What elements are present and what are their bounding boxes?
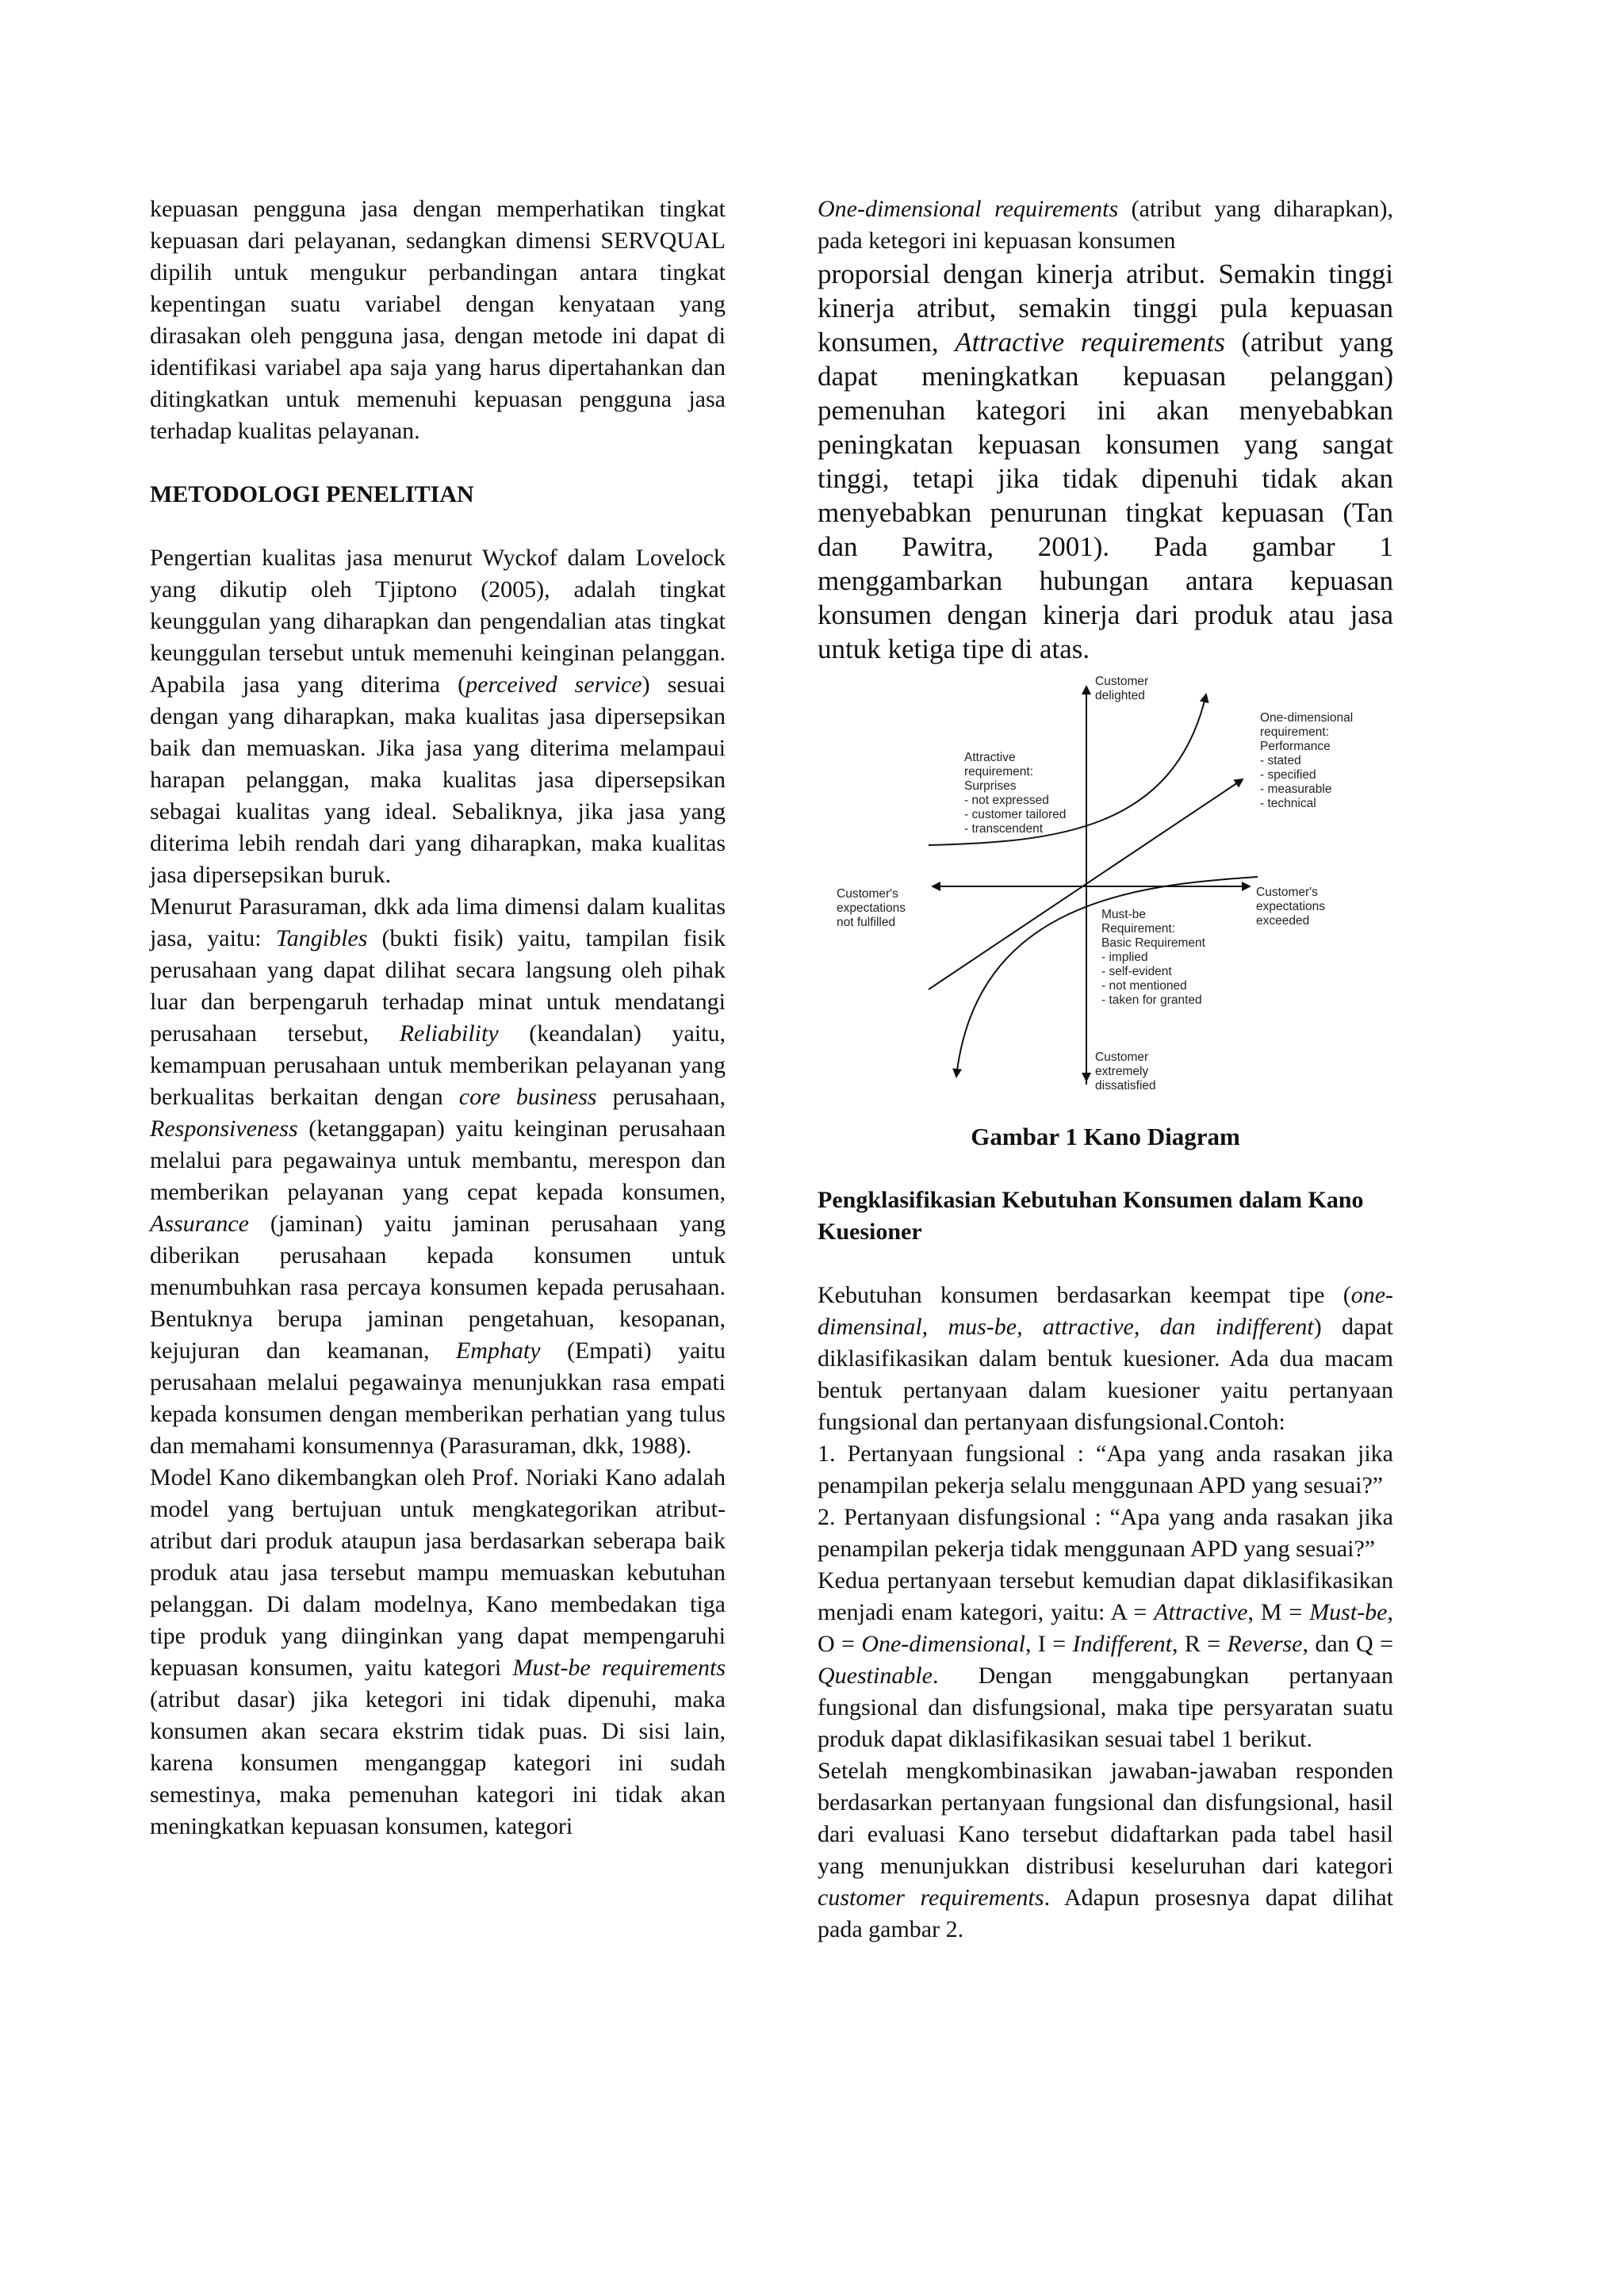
- section-heading-metodologi: METODOLOGI PENELITIAN: [150, 481, 474, 507]
- paragraph-model-kano: Model Kano dikembangkan oleh Prof. Noriaki Kano adalah model yang bertujuan untuk mengkategorikan atribut-atribut dari produk ataupun jasa berdasarkan seberapa baik produk atau jasa tersebut mampu memuaskan kebutuhan pelanggan. Di dalam modelnya, Kano membedakan tiga tipe produk yang diinginkan yang dapat mempengaruhi kepuasan konsumen, yaitu kategori Must-be requirements (atribut dasar) jika ketegori ini tidak dipenuhi, maka konsumen akan secara ekstrim tidak puas. Di sisi lain, karena konsumen menganggap kategori ini sudah semestinya, maka pemenuhan kategori ini tidak akan meningkatkan kepuasan konsumen, kategori: [150, 1464, 726, 1839]
- intro-paragraph: kepuasan pengguna jasa dengan memperhatikan tingkat kepuasan dari pelayanan, sedangkan dimensi SERVQUAL dipilih untuk mengukur perbandingan antara tingkat kepentingan suatu variabel dengan kenyataan yang dirasakan oleh pengguna jasa, dengan metode ini dapat di identifikasi variabel apa saja yang harus dipertahankan dan ditingkatkan untuk memenuhi kepuasan pengguna jasa terhadap kualitas pelayanan.: [150, 196, 726, 444]
- paragraph-evaluasi-kano: Setelah mengkombinasikan jawaban-jawaban responden berdasarkan pertanyaan fungsional dan disfungsional, hasil dari evaluasi Kano tersebut didaftarkan pada tabel hasil yang menunjukkan distribusi keseluruhan dari kategori customer requirements. Adapun prosesnya dapat dilihat pada gambar 2.: [818, 1758, 1394, 1942]
- label-attractive: Attractive requirement: Surprises - not expressed - customer tailored - transcendent: [964, 751, 1067, 836]
- question-fungsional: 1. Pertanyaan fungsional : “Apa yang anda rasakan jika penampilan pekerja selalu menggunaan APD yang sesuai?”: [818, 1441, 1393, 1498]
- paragraph-one-dimensional: One-dimensional requirements (atribut yang diharapkan), pada ketegori ini kepuasan konsumen: [818, 196, 1393, 254]
- paragraph-kualitas-jasa: Pengertian kualitas jasa menurut Wyckof dalam Lovelock yang dikutip oleh Tjiptono (2005), adalah tingkat keunggulan yang diharapkan dan pengendalian atas tingkat keunggulan tersebut untuk memenuhi keinginan pelanggan. Apabila jasa yang diterima (perceived service) sesuai dengan yang diharapkan, maka kualitas jasa dipersepsikan baik dan memuaskan. Jika jasa yang diterima melampaui harapan pelanggan, maka kualitas jasa dipersepsikan sebagai kualitas yang ideal. Sebaliknya, jika jasa yang diterima lebih rendah dari yang diharapkan, maka kualitas jasa dipersepsikan buruk.: [150, 545, 726, 888]
- paragraph-attractive: proporsial dengan kinerja atribut. Semakin tinggi kinerja atribut, semakin tinggi pula kepuasan konsumen, Attractive requirements (atribut yang dapat meningkatkan kepuasan pelanggan) pemenuhan kategori ini akan menyebabkan peningkatan kepuasan konsumen yang sangat tinggi, tetapi jika tidak dipenuhi tidak akan menyebabkan penurunan tingkat kepuasan (Tan dan Pawitra, 2001). Pada gambar 1 menggambarkan hubungan antara kepuasan konsumen dengan kinerja dari produk atau jasa untuk ketiga tipe di atas.: [818, 258, 1393, 664]
- paragraph-kategori: Kedua pertanyaan tersebut kemudian dapat diklasifikasikan menjadi enam kategori, yaitu: A = Attractive, M = Must-be, O = One-dimensional, I = Indifferent, R = Reverse, dan Q = Questinable. Dengan menggabungkan pertanyaan fungsional dan disfungsional, maka tipe persyaratan suatu produk dapat diklasifikasikan sesuai tabel 1 berikut.: [818, 1567, 1393, 1752]
- label-expectations-not-fulfilled: Customer's expectations not fulfilled: [837, 887, 906, 929]
- label-must-be: Must-be Requirement: Basic Requirement - implied - self-evident - not mentioned - taken for granted: [1101, 908, 1205, 1007]
- figure-caption: Gambar 1 Kano Diagram: [971, 1123, 1240, 1150]
- paragraph-kebutuhan-konsumen: Kebutuhan konsumen berdasarkan keempat tipe (one-dimensinal, mus-be, attractive, dan indifferent) dapat diklasifikasikan dalam bentuk kuesioner. Ada dua macam bentuk pertanyaan dalam kuesioner yaitu pertanyaan fungsional dan pertanyaan disfungsional.Contoh:: [818, 1282, 1393, 1435]
- left-column: [150, 193, 726, 1843]
- kano-diagram: [818, 672, 1393, 1116]
- label-expectations-exceeded: Customer's expectations exceeded: [1256, 886, 1326, 928]
- right-column: [818, 193, 1393, 1946]
- kano-diagram-figure: [818, 672, 1393, 1116]
- label-one-dimensional: One-dimensional requirement: Performance - stated - specified - measurable - technical: [1260, 711, 1354, 810]
- label-customer-delighted: Customer delighted: [1095, 675, 1149, 702]
- section-heading-kano-kuesioner: Pengklasifikasian Kebutuhan Konsumen dalam Kano Kuesioner: [818, 1187, 1364, 1245]
- paragraph-parasuraman: Menurut Parasuraman, dkk ada lima dimensi dalam kualitas jasa, yaitu: Tangibles (bukti fisik) yaitu, tampilan fisik perusahaan yang dapat dilihat secara langsung oleh pihak luar dan berpengaruh terhadap minat untuk mendatangi perusahaan tersebut, Reliability (keandalan) yaitu, kemampuan perusahaan untuk memberikan pelayanan yang berkualitas berkaitan dengan core business perusahaan, Responsiveness (ketanggapan) yaitu keinginan perusahaan melalui para pegawainya untuk membantu, merespon dan memberikan pelayanan yang cepat kepada konsumen, Assurance (jaminan) yaitu jaminan perusahaan yang diberikan perusahaan kepada konsumen untuk menumbuhkan rasa percaya konsumen kepada perusahaan. Bentuknya berupa jaminan pengetahuan, kesopanan, kejujuran dan keamanan, Emphaty (Empati) yaitu perusahaan melalui pegawainya menunjukkan rasa empati kepada konsumen dengan memberikan perhatian yang tulus dan memahami konsumennya (Parasuraman, dkk, 1988).: [150, 894, 726, 1459]
- label-customer-dissatisfied: Customer extremely dissatisfied: [1095, 1050, 1156, 1093]
- question-disfungsional: 2. Pertanyaan disfungsional : “Apa yang anda rasakan jika penampilan pekerja tidak menggunaan APD yang sesuai?”: [818, 1504, 1393, 1562]
